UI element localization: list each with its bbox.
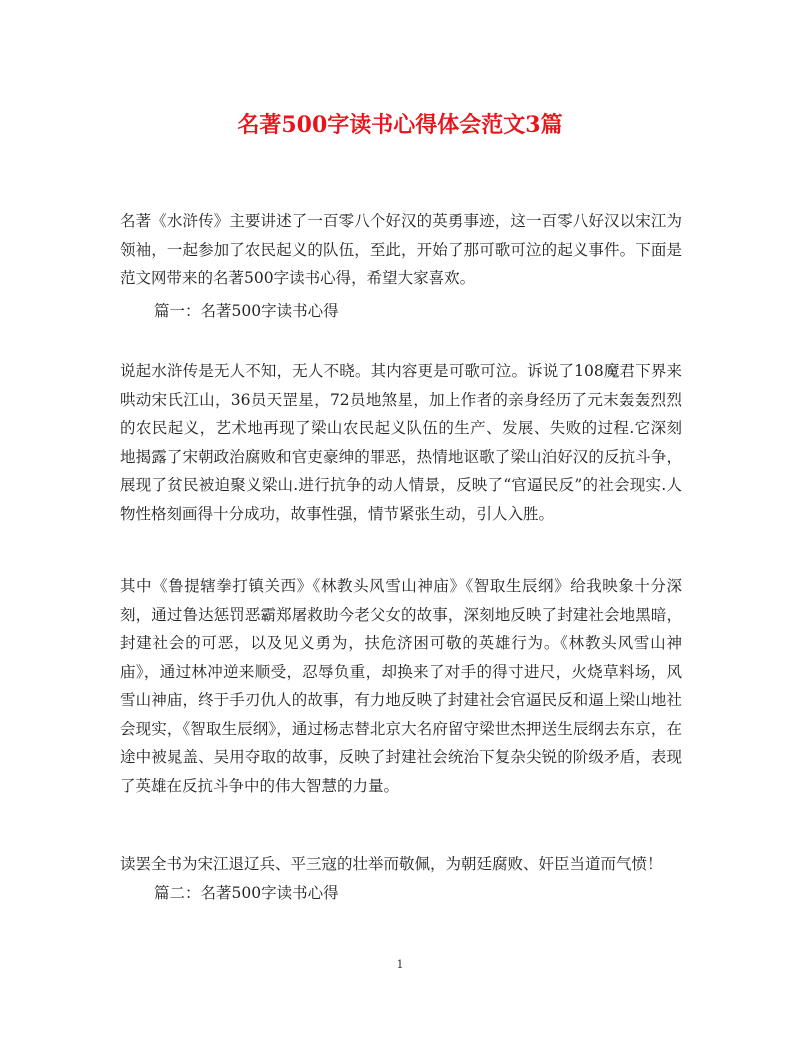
section-heading-2: 篇二：名著500字读书心得	[154, 884, 339, 902]
intro-paragraph: 名著《水浒传》主要讲述了一百零八个好汉的英勇事迹，这一百零八好汉以宋江为领袖，一起参加了农民起义的队伍，至此，开始了那可歌可泣的起义事件。下面是范文网带来的名著500字读书心得，希望大家喜欢。	[120, 212, 682, 287]
body-paragraph-2: 其中《鲁提辖拳打镇关西》《林教头风雪山神庙》《智取生辰纲》给我映象十分深刻，通过鲁达惩罚恶霸郑屠救助今老父女的故事，深刻地反映了封建社会地黑暗，封建社会的可恶，以及见义勇为，扶危济困可敬的英雄行为。《林教头风雪山神庙》，通过林冲逆来顺受，忍辱负重，却换来了对手的得寸进尺，火烧草料场，风雪山神庙，终于手刃仇人的故事，有力地反映了封建社会官逼民反和逼上梁山地社会现实，《智取生辰纲》，通过杨志替北京大名府留守梁世杰押送生辰纲去东京，在途中被晁盖、吴用夺取的故事，反映了封建社会统治下复杂尖锐的阶级矛盾，表现了英雄在反抗斗争中的伟大智慧的力量。	[120, 577, 682, 795]
section-heading-1: 篇一：名著500字读书心得	[154, 302, 339, 320]
body-paragraph-3: 读罢全书为宋江退辽兵、平三寇的壮举而敬佩，为朝廷腐败、奸臣当道而气愤！	[120, 855, 663, 873]
body-paragraph-1: 说起水浒传是无人不知，无人不晓。其内容更是可歌可泣。诉说了108魔君下界来哄动宋氏江山，36员天罡星，72员地煞星，加上作者的亲身经历了元末轰轰烈烈的农民起义，艺术地再现了梁山农民起义队伍的生产、发展、失败的过程.它深刻地揭露了宋朝政治腐败和官吏豪绅的罪恶，热情地讴歌了梁山泊好汉的反抗斗争，展现了贫民被迫聚义梁山.进行抗争的动人情景，反映了“官逼民反”的社会现实.人物性格刻画得十分成功，故事性强，情节紧张生动，引人入胜。	[120, 362, 682, 523]
document-title: 名著500字读书心得体会范文3篇	[237, 112, 563, 138]
page-number: 1	[396, 958, 404, 971]
